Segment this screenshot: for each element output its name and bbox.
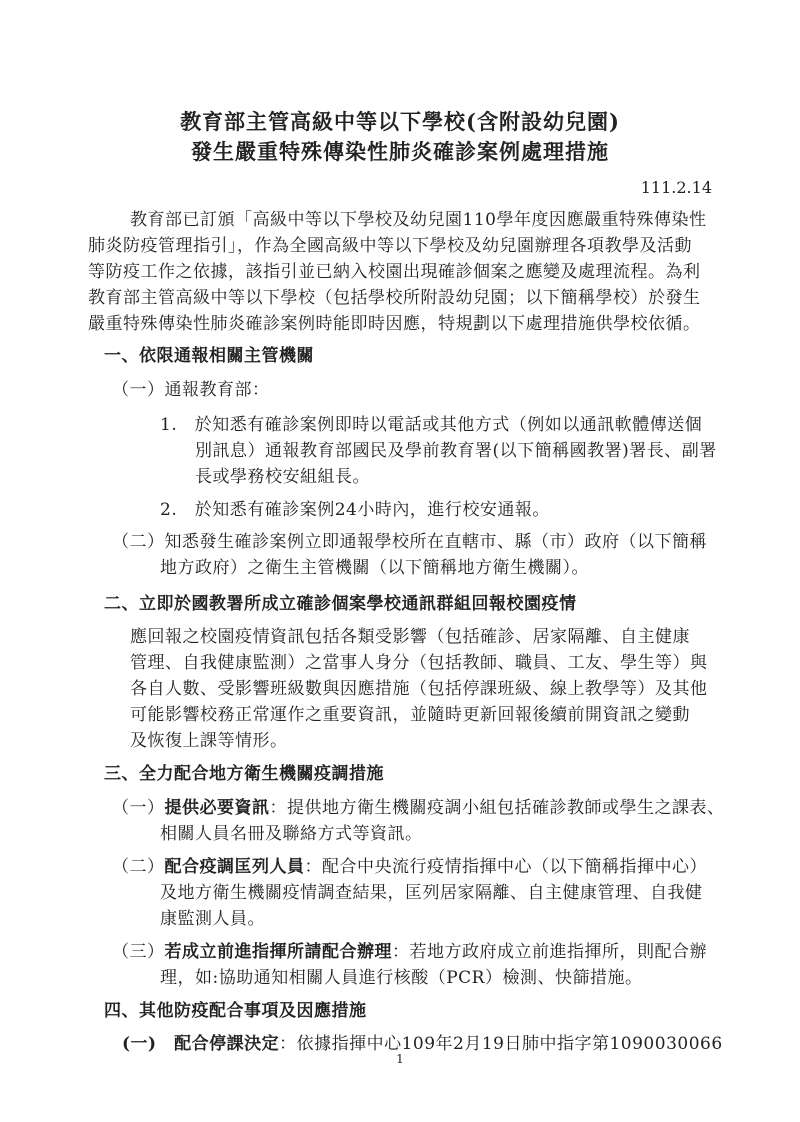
section-2-body-line: 應回報之校園疫情資訊包括各類受影響（包括確診、居家隔離、自主健康: [130, 627, 690, 647]
section-3b-label: （二）: [112, 857, 165, 877]
section-1a-item-1-line: 長或學務校安組組長。: [195, 467, 370, 487]
intro-line: 肺炎防疫管理指引」，作為全國高級中等以下學校及幼兒園辦理各項教學及活動: [88, 236, 692, 256]
section-1a-item-1-line: 別訊息）通報教育部國民及學前教育署(以下簡稱國教署)署長、副署: [195, 441, 717, 461]
section-3b-text: ：配合中央流行疫情指揮中心（以下簡稱指揮中心）: [304, 857, 707, 877]
section-4a-label: (一): [122, 1034, 175, 1054]
section-4a-line: [122, 1029, 723, 1054]
section-4a-text: ：依據指揮中心109年2月19日肺中指字第1090030066: [279, 1034, 723, 1054]
section-3c-bold: 若成立前進指揮所請配合辦理: [164, 942, 392, 962]
intro-line: 教育部主管高級中等以下學校（包括學校所附設幼兒園；以下簡稱學校）於發生: [88, 288, 701, 308]
section-3a-cont: 相關人員名冊及聯絡方式等資訊。: [160, 824, 423, 844]
section-4a-bold: 配合停課決定: [174, 1034, 280, 1054]
section-3a-line: [112, 793, 725, 818]
section-2-body-line: 各自人數、受影響班級數與因應措施（包括停課班級、線上教學等）及其他: [130, 679, 708, 699]
section-1b-line: 地方政府）之衛生主管機關（以下簡稱地方衛生機關）。: [160, 558, 589, 578]
section-2-heading: 二、立即於國教署所成立確診個案學校通訊群組回報校園疫情: [104, 594, 577, 614]
intro-line: 等防疫工作之依據，該指引並已納入校園出現確診個案之應變及處理流程。為利: [88, 262, 701, 282]
title-line-2: 發生嚴重特殊傳染性肺炎確診案例處理措施: [191, 139, 609, 164]
section-3c-line: [112, 937, 707, 962]
section-4-heading: 四、其他防疫配合事項及因應措施: [104, 1001, 367, 1021]
section-3c-text: ：若地方政府成立前進指揮所，則配合辦: [392, 942, 707, 962]
section-3b-cont: 康監測人員。: [160, 909, 265, 929]
section-3a-label: （一）: [112, 798, 165, 818]
section-3a-bold: 提供必要資訊: [164, 798, 270, 818]
section-1a-item-2: 2. 於知悉有確診案例24小時內，進行校安通報。: [160, 500, 550, 520]
section-3a-text: ：提供地方衛生機關疫調小組包括確診教師或學生之課表、: [269, 798, 725, 818]
section-3-heading: 三、全力配合地方衛生機關疫調措施: [104, 764, 384, 784]
section-3b-bold: 配合疫調匡列人員: [164, 857, 305, 877]
intro-line: 嚴重特殊傳染性肺炎確診案例時能即時因應，特規劃以下處理措施供學校依循。: [88, 314, 701, 334]
section-2-body-line: 及恢復上課等情形。: [130, 731, 288, 751]
section-2-body-line: 管理、自我健康監測）之當事人身分（包括教師、職員、工友、學生等）與: [130, 653, 708, 673]
section-1a-label: （一）通報教育部：: [112, 380, 270, 400]
section-3c-label: （三）: [112, 942, 165, 962]
intro-line: 教育部已訂頒「高級中等以下學校及幼兒園110學年度因應嚴重特殊傳染性: [130, 210, 707, 230]
section-3b-cont: 及地方衛生機關疫情調查結果，匡列居家隔離、自主健康管理、自我健: [160, 883, 703, 903]
section-1b-line: （二）知悉發生確診案例立即通報學校所在直轄市、縣（市）政府（以下簡稱: [112, 532, 707, 552]
page-number: 1: [396, 1052, 404, 1066]
section-1-heading: 一、依限通報相關主管機關: [104, 346, 314, 366]
section-1a-item-1-line: 1. 於知悉有確診案例即時以電話或其他方式（例如以通訊軟體傳送個: [160, 415, 703, 435]
document-date: 111.2.14: [640, 178, 712, 197]
section-3c-cont: 理，如:協助通知相關人員進行核酸（PCR）檢測、快篩措施。: [160, 968, 643, 988]
section-2-body-line: 可能影響校務正常運作之重要資訊，並隨時更新回報後續前開資訊之變動: [130, 705, 690, 725]
section-3b-line: [112, 852, 707, 877]
title-line-1: 教育部主管高級中等以下學校(含附設幼兒園): [180, 109, 620, 134]
